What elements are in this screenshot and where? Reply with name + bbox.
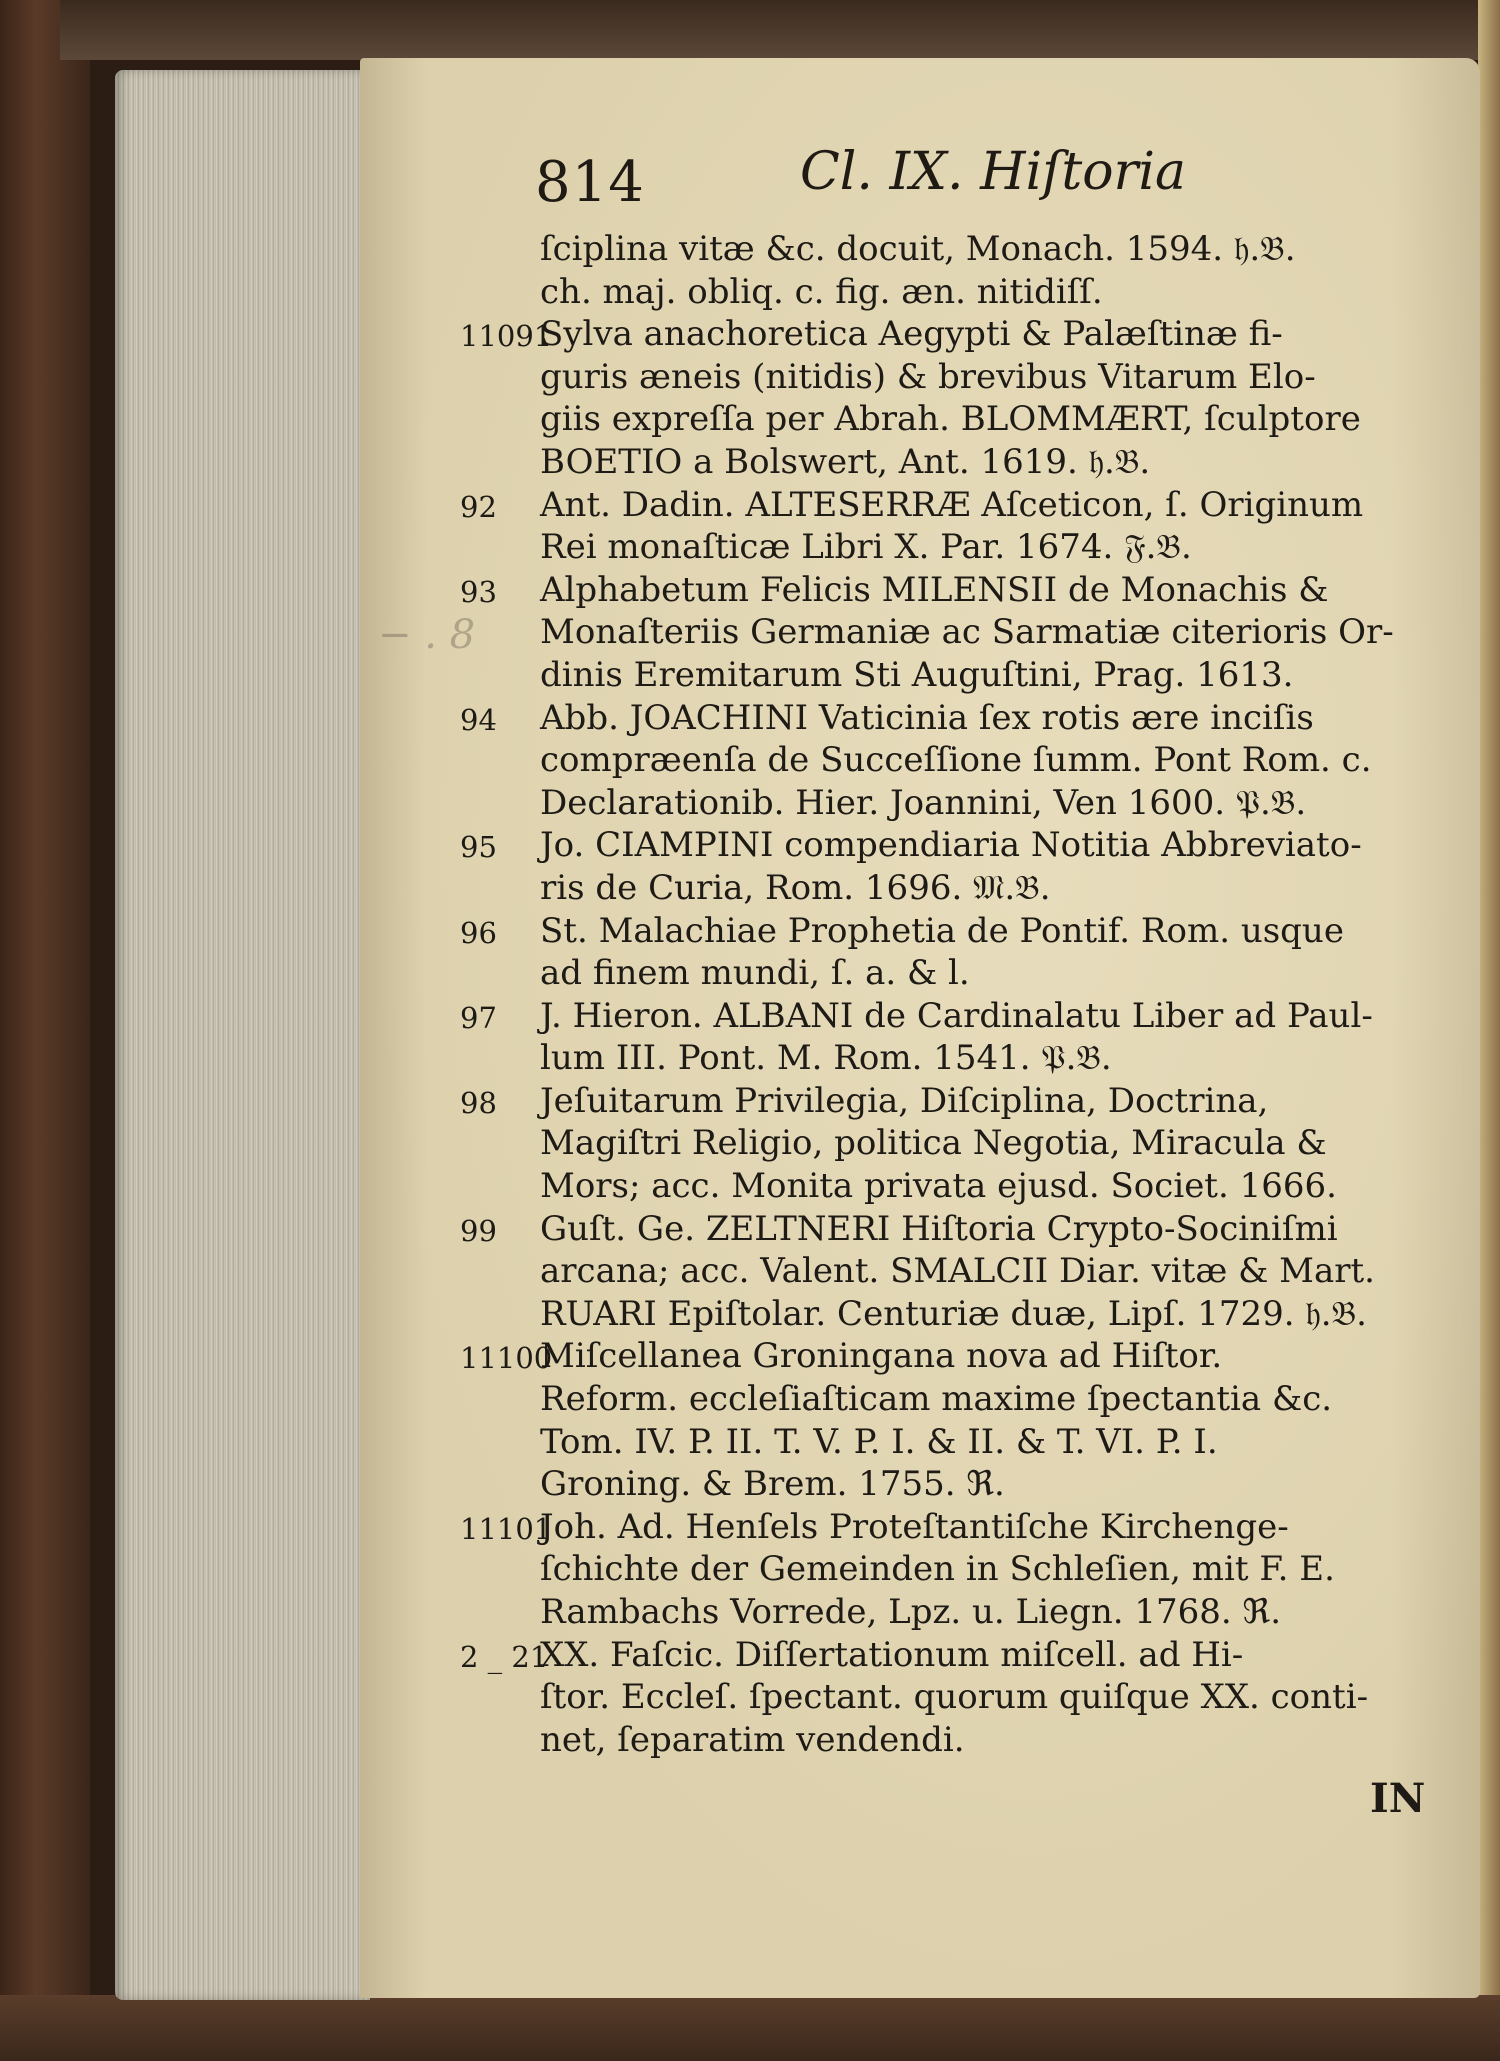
line-text: Rei monaſticæ Libri X. Par. 1674. 𝔉.𝔅.: [540, 527, 1192, 568]
text-line: [540, 654, 1410, 697]
text-line: [460, 484, 1410, 527]
line-text: net, ſeparatim vendendi.: [540, 1719, 965, 1760]
text-line: [540, 611, 1410, 654]
line-text: Jeſuitarum Privilegia, Diſciplina, Doctrina,: [540, 1080, 1269, 1121]
text-line: [540, 1719, 1410, 1762]
line-text: Monaſteriis Germaniæ ac Sarmatiæ citerioris Or-: [540, 612, 1394, 653]
line-text: Magiſtri Religio, politica Negotia, Miracula &: [540, 1123, 1327, 1164]
line-text: Rambachs Vorrede, Lpz. u. Liegn. 1768. ℜ.: [540, 1592, 1282, 1632]
text-line: [460, 313, 1410, 356]
text-line: [460, 1335, 1410, 1378]
entry-number: 2 _ 21: [460, 1639, 549, 1674]
text-line: [460, 1080, 1410, 1123]
entry-number: 98: [460, 1085, 497, 1120]
text-line: [540, 1378, 1410, 1421]
line-text: RUARI Epiſtolar. Centuriæ duæ, Lipſ. 1729. 𝔥.𝔅.: [540, 1293, 1367, 1334]
line-text: ch. maj. obliq. c. fig. æn. nitidiſſ.: [540, 271, 1103, 312]
line-text: Miſcellanea Groningana nova ad Hiſtor.: [540, 1336, 1223, 1377]
line-text: arcana; acc. Valent. SMALCII Diar. vitæ & Mart.: [540, 1251, 1375, 1292]
line-text: guris æneis (nitidis) & brevibus Vitarum Elo-: [540, 356, 1316, 397]
text-line: [460, 697, 1410, 740]
book-cover-right: [1478, 0, 1500, 2061]
text-line: [540, 1122, 1410, 1165]
text-line: [460, 569, 1410, 612]
text-line: [540, 526, 1410, 569]
line-text: J. Hieron. ALBANI de Cardinalatu Liber ad Paul-: [540, 995, 1373, 1036]
line-text: Joh. Ad. Henſels Proteſtantiſche Kirchenge-: [540, 1506, 1289, 1547]
text-line: [540, 1548, 1410, 1591]
entry-number: 92: [460, 489, 497, 524]
text-line: [540, 271, 1410, 314]
line-text: ſciplina vitæ &c. docuit, Monach. 1594. 𝔥.𝔅.: [540, 229, 1296, 269]
pencil-mark: − . 8: [378, 612, 476, 658]
catalog-text: [460, 228, 1410, 1761]
entry-number: 94: [460, 702, 497, 737]
line-text: St. Malachiae Prophetia de Pontif. Rom. usque: [540, 910, 1344, 951]
line-text: Guſt. Ge. ZELTNERI Hiſtoria Crypto-Sociniſmi: [540, 1208, 1338, 1249]
line-text: ſchichte der Gemeinden in Schleſien, mit F. E.: [540, 1549, 1335, 1590]
line-text: Abb. JOACHINI Vaticinia ſex rotis ære inciſis: [540, 697, 1314, 738]
line-text: ſtor. Eccleſ. ſpectant. quorum quiſque XX. conti-: [540, 1677, 1369, 1718]
line-text: giis expreſſa per Abrah. BLOMMÆRT, ſculptore: [540, 399, 1361, 440]
text-line: [540, 1250, 1410, 1293]
text-line: [540, 1421, 1410, 1464]
line-text: Jo. CIAMPINI compendiaria Notitia Abbreviato-: [540, 825, 1362, 866]
line-text: dinis Eremitarum Sti Auguſtini, Prag. 1613.: [540, 654, 1294, 695]
text-line: [540, 1676, 1410, 1719]
text-line: [540, 441, 1410, 484]
line-text: compræenſa de Succeſſione ſumm. Pont Rom. c.: [540, 740, 1372, 781]
catchword: IN: [1370, 1775, 1426, 1822]
entry-number: 93: [460, 574, 497, 609]
page-number: 814: [535, 150, 645, 215]
text-line: [540, 228, 1410, 271]
running-head: Cl. IX. Hiſtoria: [800, 142, 1187, 202]
entry-number: 96: [460, 915, 497, 950]
text-line: [540, 1165, 1410, 1208]
entry-number: 97: [460, 1000, 497, 1035]
text-line: [540, 739, 1410, 782]
page-block-edge: [115, 70, 370, 2000]
line-text: BOETIO a Bolswert, Ant. 1619. 𝔥.𝔅.: [540, 441, 1151, 482]
line-text: Alphabetum Felicis MILENSII de Monachis &: [540, 569, 1329, 610]
text-line: [540, 1463, 1410, 1506]
line-text: XX. Faſcic. Diſſertationum miſcell. ad Hi-: [540, 1634, 1244, 1675]
text-line: [540, 356, 1410, 399]
text-line: [460, 1634, 1410, 1677]
line-text: Mors; acc. Monita privata ejusd. Societ. 1666.: [540, 1166, 1337, 1207]
line-text: ad finem mundi, ſ. a. & l.: [540, 953, 970, 994]
book-cover-top: [60, 0, 1500, 60]
line-text: Groning. & Brem. 1755. ℜ.: [540, 1464, 1005, 1505]
line-text: Declarationib. Hier. Joannini, Ven 1600. 𝔓.𝔅.: [540, 782, 1307, 823]
text-line: [460, 824, 1410, 867]
line-text: ris de Curia, Rom. 1696. 𝔐.𝔅.: [540, 867, 1051, 908]
text-line: [540, 1591, 1410, 1634]
line-text: Sylva anachoretica Aegypti & Palæſtinæ fi-: [540, 314, 1283, 355]
entry-number: 99: [460, 1213, 497, 1248]
entry-number: 95: [460, 830, 497, 865]
line-text: lum III. Pont. M. Rom. 1541. 𝔓.𝔅.: [540, 1038, 1112, 1079]
book-cover-left: [0, 0, 90, 2061]
text-line: [460, 910, 1410, 953]
line-text: Ant. Dadin. ALTESERRÆ Aſceticon, ſ. Originum: [540, 484, 1364, 525]
text-line: [540, 952, 1410, 995]
line-text: Tom. IV. P. II. T. V. P. I. & II. & T. VI. P. I.: [540, 1421, 1218, 1462]
text-line: [460, 1208, 1410, 1251]
entry-number: 11100: [460, 1341, 553, 1376]
text-line: [540, 782, 1410, 825]
entry-number: 11101: [460, 1511, 553, 1546]
book-cover-bottom: [0, 1995, 1500, 2061]
text-line: [540, 867, 1410, 910]
text-line: [540, 1037, 1410, 1080]
text-line: [540, 1293, 1410, 1336]
entry-number: 11091: [460, 319, 553, 354]
text-line: [460, 995, 1410, 1038]
text-line: [540, 398, 1410, 441]
line-text: Reform. eccleſiaſticam maxime ſpectantia &c.: [540, 1379, 1333, 1420]
text-line: [460, 1506, 1410, 1549]
